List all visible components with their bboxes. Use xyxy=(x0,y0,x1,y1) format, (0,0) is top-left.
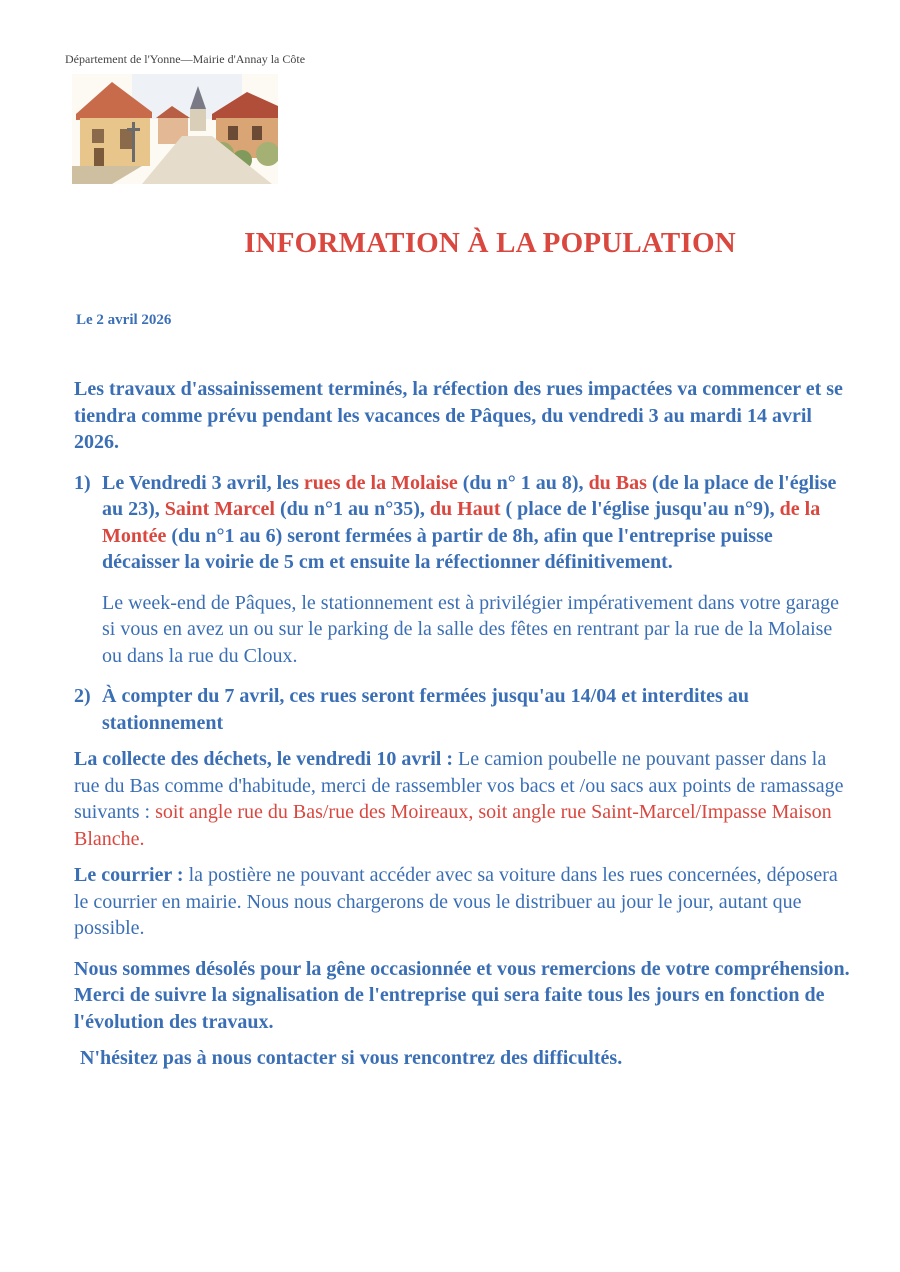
list-item-2 xyxy=(74,683,850,736)
list-item-1 xyxy=(74,470,850,576)
item1-text-part: (du n°1 au n°35), xyxy=(274,498,430,520)
street-molaise: rues de la Molaise xyxy=(303,471,458,494)
list-item-2-text: À compter du 7 avril, ces rues seront fermées jusqu'au 14/04 et interdites au stationnement xyxy=(102,685,749,734)
item1-text-part: (du n°1 au 6) seront fermées à partir de 8h, afin que l'entreprise puisse décaisser la voirie de 5 cm et ensuite la réfectionner définitivement. xyxy=(102,524,773,573)
street-saint-marcel: Saint Marcel xyxy=(164,498,275,520)
list-number-2: 2) xyxy=(74,685,91,707)
list-item-1-text xyxy=(102,470,850,576)
village-illustration xyxy=(72,74,278,184)
mail-label: Le courrier : xyxy=(74,864,184,886)
parking-paragraph: Le week-end de Pâques, le stationnement est à privilégier impérativement dans votre garage si vous en avez un ou sur le parking de la salle des fêtes en rentrant par la rue de la Molaise ou dans la rue du Cloux. xyxy=(102,591,839,667)
mail-paragraph xyxy=(74,862,850,942)
item1-text-part: Le Vendredi 3 avril, les xyxy=(102,471,304,494)
waste-collection-label: La collecte des déchets, le vendredi 10 avril : xyxy=(74,748,454,770)
waste-collection-text: Le camion poubelle ne pouvant passer dans la rue du Bas comme d'habitude, merci de rassembler vos bacs et /ou sacs aux points de ramassage suivants : xyxy=(74,748,844,823)
waste-collection-paragraph xyxy=(74,746,850,852)
street-du-haut: du Haut xyxy=(429,498,501,520)
page-title: INFORMATION À LA POPULATION xyxy=(244,227,736,259)
contact-paragraph: N'hésitez pas à nous contacter si vous rencontrez des difficultés. xyxy=(80,1047,623,1069)
street-montee: de la Montée xyxy=(102,498,821,547)
notice-body xyxy=(74,376,850,1072)
notice-date: Le 2 avril 2026 xyxy=(76,312,172,328)
letterhead: Département de l'Yonne—Mairie d'Annay la Côte xyxy=(65,52,306,66)
collection-points: soit angle rue du Bas/rue des Moireaux, soit angle rue Saint-Marcel/Impasse Maison Blanche. xyxy=(74,801,832,850)
intro-paragraph: Les travaux d'assainissement terminés, la réfection des rues impactées va commencer et se tiendra comme prévu pendant les vacances de Pâques, du vendredi 3 au mardi 14 avril 2026. xyxy=(74,378,843,453)
item1-text-part: ( place de l'église jusqu'au n°9), xyxy=(500,498,780,520)
apology-paragraph: Nous sommes désolés pour la gêne occasionnée et vous remercions de votre compréhension. Merci de suivre la signalisation de l'entreprise qui sera faite tous les jours en fonction de l'évolution des travaux. xyxy=(74,957,850,1033)
street-du-bas: du Bas xyxy=(588,471,647,494)
item1-text-part: (de la place de l'église au 23), xyxy=(102,471,837,520)
list-number-1: 1) xyxy=(74,471,91,494)
item1-text-part: (du n° 1 au 8), xyxy=(457,471,589,494)
mail-text: la postière ne pouvant accéder avec sa voiture dans les rues concernées, déposera le courrier en mairie. Nous nous chargerons de vous le distribuer au jour le jour, autant que possible. xyxy=(74,864,838,939)
